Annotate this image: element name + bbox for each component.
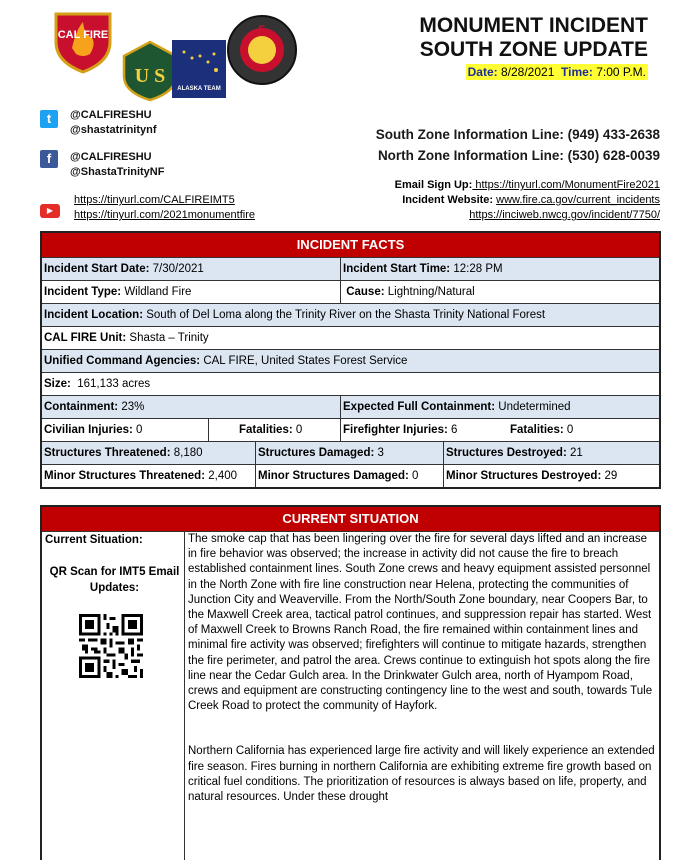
minor-structures-threatened-cell <box>42 465 255 487</box>
cause-cell <box>340 281 659 303</box>
agencies-cell <box>42 350 659 372</box>
inciweb-link[interactable]: https://inciweb.nwcg.gov/incident/7750/ <box>469 209 660 221</box>
expected-containment-cell <box>340 396 659 418</box>
minor-structures-damaged-label: Minor Structures Damaged: <box>258 470 409 482</box>
current-situation-section <box>40 505 661 860</box>
minor-structures-threatened-value: 2,400 <box>208 470 238 482</box>
twitter-icon[interactable]: t <box>40 110 58 128</box>
firefighter-injuries-cell <box>340 419 506 441</box>
containment-value: 23% <box>121 401 145 413</box>
civilian-injuries-value: 0 <box>136 424 143 436</box>
usfs-logo-text: U S <box>134 65 166 87</box>
alaska-logo-text: ALASKA TEAM <box>177 86 221 92</box>
structures-destroyed-value: 21 <box>570 447 583 459</box>
civilian-injuries-label: Civilian Injuries: <box>44 424 133 436</box>
incident-type-value: Wildland Fire <box>124 286 192 298</box>
web-links <box>395 178 660 223</box>
incident-facts-table <box>40 231 661 489</box>
expected-containment-label: Expected Full Containment: <box>343 401 496 413</box>
agency-logos <box>40 6 290 98</box>
start-time-cell <box>340 258 659 280</box>
info-lines <box>376 124 660 166</box>
page-title-line2: SOUTH ZONE UPDATE <box>419 38 648 61</box>
structures-damaged-cell <box>255 442 443 464</box>
incident-facts-heading: INCIDENT FACTS <box>42 233 659 257</box>
date-value: 8/28/2021 <box>500 65 555 79</box>
minor-structures-threatened-label: Minor Structures Threatened: <box>44 470 206 482</box>
structures-destroyed-label: Structures Destroyed: <box>446 447 567 459</box>
situation-paragraph-1: The smoke cap that has been lingering over the fire for several days lifted and an increase in fire behavior was observed; the increase in activity did not cause the fire to breach established containment lines. South Zone crews and heavy equipment assisted personnel in the North Zone with fire line construction near Helena, protecting the communities of Junction City and Weaverville. From the North/South Zone boundary, near Coopers Bar, to the Maxwell Creek area, tactical patrol continues, and suppression repair has started. West of Maxwell Creek to Browns Ranch Road, the fire remained within containment lines and minimal fire activity was observed; firefighters will continue to mitigate hazards, strengthen the fire perimeter, and patrol the area. Crews continue to extinguish hot spots along the fire line near the Cedar Gulch area. In the Drinkwater Gulch area, north of Hyampom Road, crews and equipment are constructing contingency line to the west and south, towards Tule Creek Road to protect the community of Hayfork. <box>188 533 653 713</box>
youtube-icon[interactable]: ▶ <box>40 204 60 218</box>
table-row <box>42 418 659 441</box>
location-value: South of Del Loma along the Trinity River on the Shasta Trinity National Forest <box>146 309 546 321</box>
containment-cell <box>42 396 340 418</box>
start-date-label: Incident Start Date: <box>44 263 150 275</box>
facebook-handle-2[interactable]: @ShastaTrinityNF <box>70 166 165 178</box>
unit-cell <box>42 327 659 349</box>
table-row <box>42 257 659 280</box>
expected-containment-value: Undetermined <box>498 401 571 413</box>
situation-text <box>185 532 659 860</box>
cause-value: Lightning/Natural <box>387 286 475 298</box>
table-row <box>42 326 659 349</box>
imt5-number: 5 <box>258 23 266 37</box>
incident-website-link[interactable]: www.fire.ca.gov/current_incidents <box>496 194 660 206</box>
facebook-handles <box>70 150 164 180</box>
location-cell <box>42 304 659 326</box>
start-time-label: Incident Start Time: <box>343 263 451 275</box>
youtube-link-1[interactable]: https://tinyurl.com/CALFIREIMT5 <box>74 194 235 206</box>
time-label: Time: <box>561 65 593 79</box>
civilian-injuries-cell <box>42 419 208 441</box>
twitter-handle-1[interactable]: @CALFIRESHU <box>70 109 152 121</box>
firefighter-injuries-value: 6 <box>451 424 458 436</box>
firefighter-fatalities-label: Fatalities: <box>510 424 564 436</box>
table-row <box>42 349 659 372</box>
twitter-handle-2[interactable]: @shastatrinitynf <box>70 124 157 136</box>
agencies-label: Unified Command Agencies: <box>44 355 201 367</box>
size-value: 161,133 acres <box>77 378 151 390</box>
incident-website-label: Incident Website: <box>402 194 494 206</box>
structures-destroyed-cell <box>443 442 659 464</box>
structures-damaged-label: Structures Damaged: <box>258 447 375 459</box>
incident-type-cell <box>42 281 340 303</box>
table-row <box>42 303 659 326</box>
facebook-icon[interactable]: f <box>40 150 58 168</box>
unit-value: Shasta – Trinity <box>129 332 209 344</box>
firefighter-fatalities-value: 0 <box>566 424 574 436</box>
south-zone-info-line: South Zone Information Line: (949) 433-2638 <box>375 127 660 142</box>
start-time-value: 12:28 PM <box>453 263 503 275</box>
email-signup-link[interactable]: https://tinyurl.com/MonumentFire2021 <box>472 179 660 191</box>
start-date-value: 7/30/2021 <box>152 263 204 275</box>
minor-structures-damaged-cell <box>255 465 443 487</box>
structures-threatened-cell <box>42 442 255 464</box>
calfire-logo <box>50 8 116 74</box>
unit-label: CAL FIRE Unit: <box>44 332 127 344</box>
location-label: Incident Location: <box>44 309 144 321</box>
civilian-fatalities-cell <box>208 419 340 441</box>
current-situation-body <box>42 531 659 860</box>
email-signup-label: Email Sign Up: <box>394 179 473 191</box>
current-situation-heading: CURRENT SITUATION <box>42 507 659 531</box>
north-zone-info-line: North Zone Information Line: (530) 628-0039 <box>377 148 660 163</box>
structures-damaged-value: 3 <box>377 447 384 459</box>
situation-paragraph-2: Northern California has experienced large fire activity and will likely experience an extended fire season. Fires burning in northern California are exhibiting extreme fire growth based on critical fuel conditions. The prioritization of resources is always based on life, property, and natural resources. Under these drought <box>188 745 655 804</box>
youtube-links <box>74 193 255 223</box>
youtube-link-2[interactable]: https://tinyurl.com/2021monumentfire <box>74 209 255 221</box>
qr-code-icon[interactable] <box>79 614 143 678</box>
qr-scan-label: QR Scan for IMT5 Email Updates: <box>49 566 180 594</box>
structures-threatened-label: Structures Threatened: <box>44 447 171 459</box>
containment-label: Containment: <box>44 401 119 413</box>
facebook-handle-1[interactable]: @CALFIRESHU <box>70 151 152 163</box>
usfs-logo <box>122 40 178 102</box>
minor-structures-destroyed-label: Minor Structures Destroyed: <box>446 470 602 482</box>
alaska-team-logo <box>172 40 226 98</box>
table-row <box>42 441 659 464</box>
imt5-logo <box>226 14 298 86</box>
title-block <box>419 14 648 81</box>
minor-structures-destroyed-value: 29 <box>604 470 618 482</box>
minor-structures-destroyed-cell <box>443 465 659 487</box>
table-row <box>42 372 659 395</box>
date-time-bar <box>466 64 648 80</box>
current-situation-label: Current Situation: <box>45 534 143 546</box>
page-title-line1: MONUMENT INCIDENT <box>419 14 648 37</box>
agencies-value: CAL FIRE, United States Forest Service <box>203 355 408 367</box>
twitter-handles <box>70 108 157 138</box>
firefighter-injuries-label: Firefighter Injuries: <box>343 424 448 436</box>
date-label: Date: <box>467 65 498 79</box>
table-row <box>42 280 659 303</box>
table-row <box>42 395 659 418</box>
calfire-logo-text: CAL FIRE <box>57 29 109 41</box>
size-label: Size: <box>44 378 71 390</box>
start-date-cell <box>42 258 340 280</box>
firefighter-fatalities-cell <box>506 419 659 441</box>
situation-sidebar <box>42 532 185 860</box>
minor-structures-damaged-value: 0 <box>412 470 419 482</box>
structures-threatened-value: 8,180 <box>173 447 203 459</box>
size-cell <box>42 373 659 395</box>
table-row <box>42 464 659 487</box>
time-value: 7:00 P.M. <box>596 65 646 79</box>
civilian-fatalities-label: Fatalities: <box>239 424 293 436</box>
civilian-fatalities-value: 0 <box>295 424 303 436</box>
cause-label: Cause: <box>346 286 385 298</box>
incident-type-label: Incident Type: <box>44 286 122 298</box>
